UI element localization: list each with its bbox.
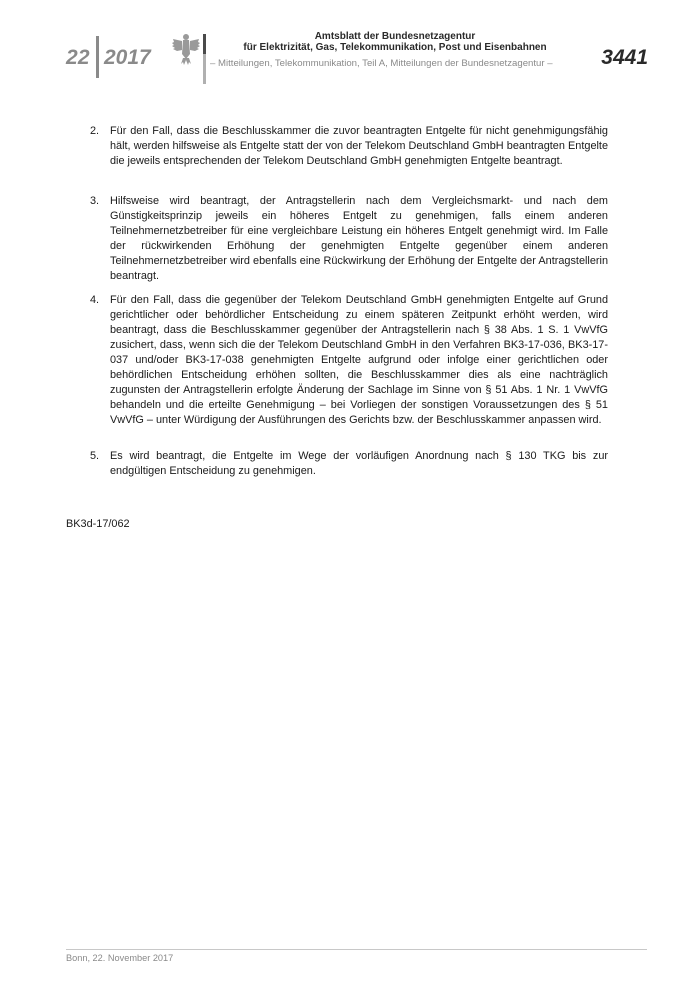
footer-divider [66, 949, 647, 950]
header-divider-accent [203, 34, 206, 54]
federal-eagle-icon [171, 32, 201, 66]
page-number: 3441 [601, 46, 648, 69]
footer-place-date: Bonn, 22. November 2017 [66, 953, 174, 963]
list-item-text: Hilfsweise wird beantragt, der Antragstellerin nach dem Vergleichsmarkt- und nach dem Günstigkeitsprinzip jeweils ein höheres Entgelt zu genehmigen, falls einem anderen Teilnehmernetzbetreiber für eine vergleichbare Leistung ein höheres Entgelt genehmigt wird. Im Falle der rückwirkenden Erhöhung der genehmigten Entgelte gegenüber einem anderen Teilnehmernetzbetreiber wird ebenfalls eine Rückwirkung der Erhöhung der Entgelte der Antragstellerin beantragt. [110, 195, 608, 282]
list-item-5 [90, 449, 608, 479]
issue-divider [96, 36, 99, 78]
list-item-number: 3. [90, 195, 100, 207]
list-item-2 [90, 124, 608, 169]
publication-title-line1: Amtsblatt der Bundesnetzagentur [314, 31, 476, 42]
issue-number: 22 [66, 46, 90, 69]
reference-number: BK3d-17/062 [66, 518, 130, 530]
list-item-number: 5. [90, 450, 100, 462]
list-item-number: 2. [90, 125, 100, 137]
publication-title-line2: für Elektrizität, Gas, Telekommunikation, Post und Eisenbahnen [243, 42, 547, 53]
list-item-number: 4. [90, 294, 100, 306]
list-item-text: Für den Fall, dass die Beschlusskammer die zuvor beantragten Entgelte für nicht genehmigungsfähig hält, werden hilfsweise als Entgelte statt der von der Telekom Deutschland GmbH beantragten Entgelte die jeweils entsprechenden der Telekom Deutschland GmbH genehmigten Entgelte beantragt. [110, 125, 608, 167]
list-item-3 [90, 194, 608, 284]
publication-title [210, 31, 580, 53]
list-item-text: Es wird beantragt, die Entgelte im Wege der vorläufigen Anordnung nach § 130 TKG bis zur endgültigen Entscheidung zu genehmigen. [110, 450, 608, 477]
list-item-text: Für den Fall, dass die gegenüber der Telekom Deutschland GmbH genehmigten Entgelte auf Grund gerichtlicher oder behördlicher Entscheidung zu einem späteren Zeitpunkt erhöht werden, wird beantragt, dass die Beschlusskammer gegenüber der Antragstellerin nach § 38 Abs. 1 S. 1 VwVfG zusichert, dass, wenn sich die der Telekom Deutschland GmbH in den Verfahren BK3-17-036, BK3-17-037 und/oder BK3-17-038 genehmigten Entgelte aufgrund oder infolge einer gerichtlichen oder behördlichen Entscheidung erhöhen sollten, die Beschlusskammer dies als eine nachträglich zugunsten der Antragstellerin erfolgte Änderung der Sachlage im Sinne von § 51 Abs. 1 Nr. 1 VwVfG behandeln und die erteilte Genehmigung – bei Vorliegen der sonstigen Voraussetzungen des § 51 VwVfG – unter Würdigung der Ausführungen des Gerichts bzw. der Beschlusskammer anpassen wird. [110, 294, 608, 426]
list-item-4 [90, 293, 608, 428]
publication-subtitle: – Mitteilungen, Telekommunikation, Teil A, Mitteilungen der Bundesnetzagentur – [210, 58, 553, 69]
year: 2017 [104, 46, 151, 69]
